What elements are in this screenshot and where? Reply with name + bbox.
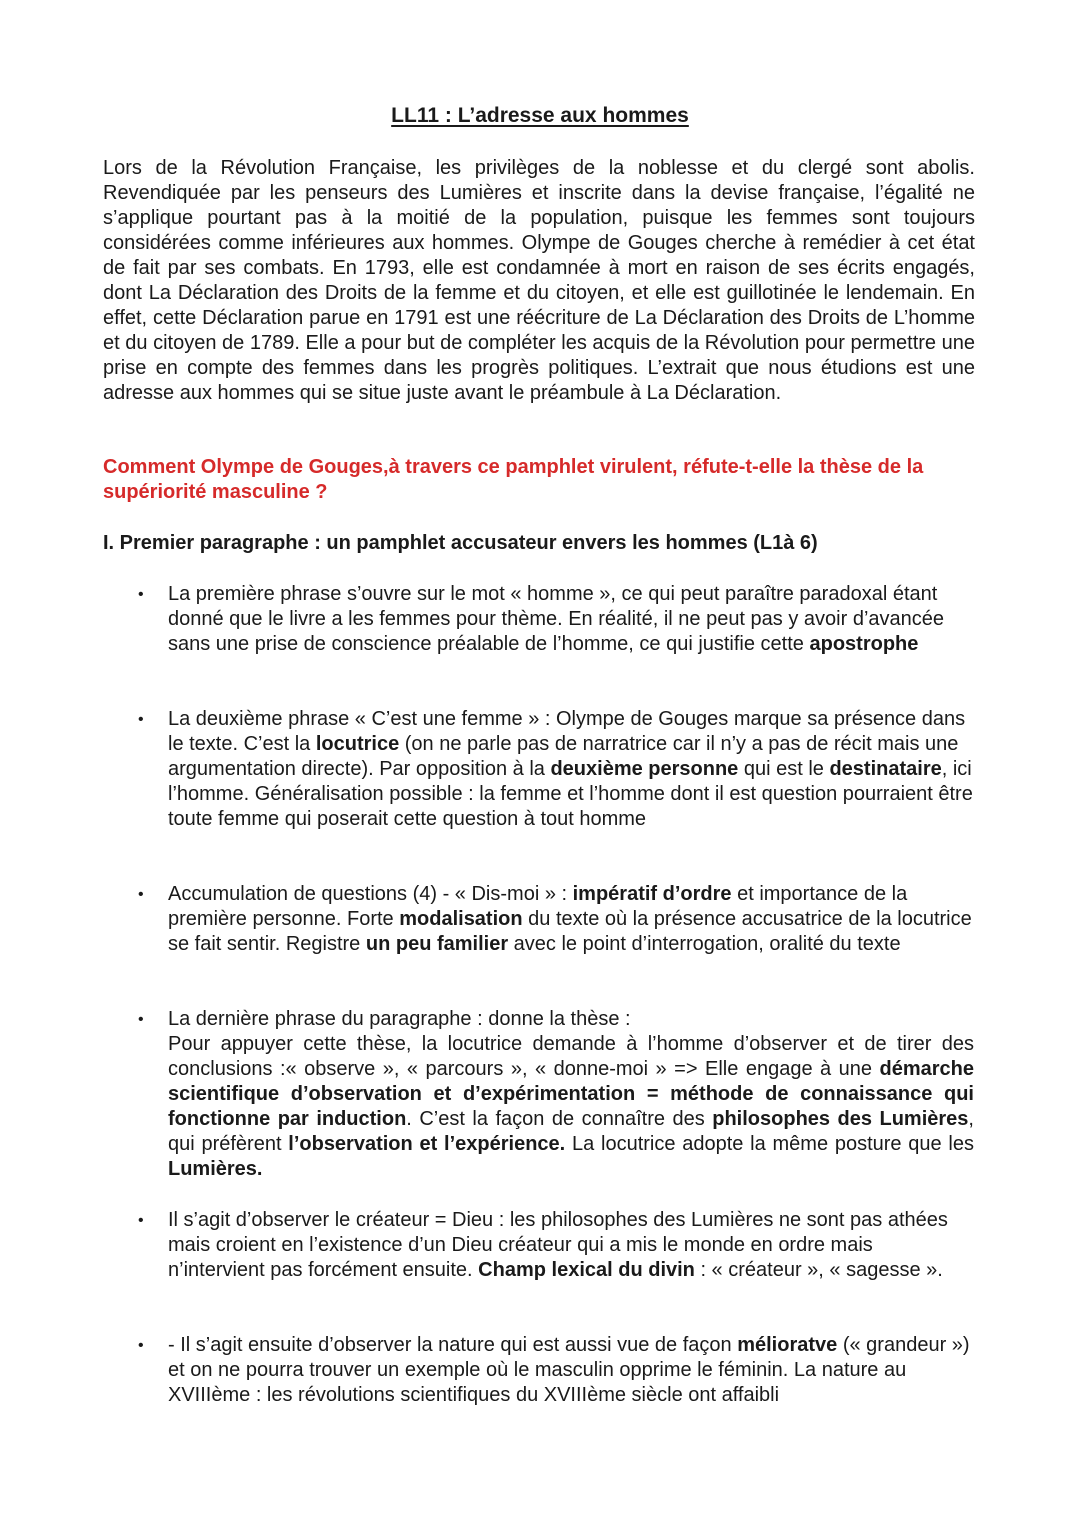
bullet-text: Pour appuyer cette thèse, la locutrice demande à l’homme d’observer et de tirer des conclusions :« observe », « parcours », « donne-moi » => Elle engage à une	[168, 1033, 974, 1080]
bullet-bold-text: deuxième personne	[550, 758, 739, 780]
list-item	[138, 707, 974, 832]
list-item	[138, 882, 974, 957]
document-title	[0, 103, 1080, 129]
bullet-text: , ici l’homme. Généralisation possible : la femme et l’homme dont il est question pourraient être toute femme qui poserait cette question à tout homme	[168, 758, 973, 830]
bullet-bold-text: Champ lexical du divin	[478, 1259, 695, 1281]
bullet-text: qui est le	[738, 758, 830, 780]
intro-paragraph: Lors de la Révolution Française, les privilèges de la noblesse et du clergé sont abolis. Revendiquée par les penseurs des Lumières et inscrite dans la devise française, l’égalité ne s’applique pourtant pas à la moitié de la population, puisque les femmes sont toujours considérées comme inférieures aux hommes. Olympe de Gouges cherche à remédier à cet état de fait par ses combats. En 1793, elle est condamnée à mort en raison de ses écrits engagés, dont La Déclaration des Droits de la femme et du citoyen, et elle est guillotinée le lendemain. En effet, cette Déclaration parue en 1791 est une réécriture de La Déclaration des Droits de L’homme et du citoyen de 1789. Elle a pour but de compléter les acquis de la Révolution pour permettre une prise en compte des femmes dans les progrès politiques. L’extrait que nous étudions est une adresse aux hommes qui se situe juste avant le préambule à La Déclaration.	[103, 157, 975, 404]
list-item	[138, 582, 974, 657]
bullet-text: , qui préfèrent	[168, 1108, 974, 1155]
bullet-icon: •	[138, 1337, 144, 1354]
bullet-text: La dernière phrase du paragraphe : donne la thèse :	[168, 1008, 631, 1030]
bullet-bold-text: Lumières.	[168, 1158, 263, 1180]
bullet-text: et importance de la première personne. Forte	[168, 883, 908, 930]
bullet-icon: •	[138, 586, 144, 603]
bullet-text: (on ne parle pas de narratrice car il n’y a pas de récit mais une argumentation directe). Par opposition à la	[168, 733, 959, 780]
bullet-bold-text: démarche scientifique d’observation et d’expérimentation = méthode de connaissance qui fonctionne par induction	[168, 1058, 974, 1130]
bullet-text: avec le point d’interrogation, oralité du texte	[508, 933, 901, 955]
list-item	[138, 1333, 974, 1408]
bullet-icon: •	[138, 1212, 144, 1229]
list-item	[138, 1007, 974, 1182]
bullet-bold-text: destinataire	[829, 758, 942, 780]
bullet-bold-text: mélioratve	[737, 1334, 838, 1356]
bullet-text: Il s’agit d’observer le créateur = Dieu : les philosophes des Lumières ne sont pas athées mais croient en l’existence d’un Dieu créateur qui a mis le monde en ordre mais n’intervient pas forcément ensuite.	[168, 1209, 948, 1281]
bullet-bold-text: un peu familier	[365, 933, 509, 955]
bullet-paragraph	[168, 1032, 974, 1182]
list-item	[138, 1208, 974, 1283]
section-heading: I. Premier paragraphe : un pamphlet accusateur envers les hommes (L1à 6)	[103, 532, 818, 554]
bullet-text: : « créateur », « sagesse ».	[694, 1259, 943, 1281]
bullet-text: La locutrice adopte la même posture que les	[565, 1133, 974, 1155]
bullet-icon: •	[138, 886, 144, 903]
bullet-bold-text: l’observation et l’expérience.	[288, 1133, 566, 1155]
bullet-text: Accumulation de questions (4) - « Dis-moi » :	[168, 883, 573, 905]
bullet-text: du texte où la présence accusatrice de la locutrice se fait sentir. Registre	[168, 908, 972, 955]
bullet-text: - Il s’agit ensuite d’observer la nature qui est aussi vue de façon	[168, 1334, 738, 1356]
bullet-text: La première phrase s’ouvre sur le mot « homme », ce qui peut paraître paradoxal étant donné que le livre a les femmes pour thème. En réalité, il ne peut pas y avoir d’avancée sans une prise de conscience préalable de l’homme, ce qui justifie cette	[168, 583, 944, 655]
problem-question: Comment Olympe de Gouges,à travers ce pamphlet virulent, réfute-t-elle la thèse de la supériorité masculine ?	[103, 456, 924, 503]
bullet-text: La deuxième phrase « C’est une femme » : Olympe de Gouges marque sa présence dans le texte. C’est la	[168, 708, 966, 755]
bullet-icon: •	[138, 1011, 144, 1028]
bullet-bold-text: impératif d’ordre	[572, 883, 732, 905]
bullet-icon: •	[138, 711, 144, 728]
title-text: LL11 : L’adresse aux hommes	[391, 104, 689, 127]
bullet-text: (« grandeur ») et on ne pourra trouver un exemple où le masculin opprime le féminin. La nature au XVIIIème : les révolutions scientifiques du XVIIIème siècle ont affaibli	[168, 1334, 970, 1406]
bullet-bold-text: philosophes des Lumières	[712, 1108, 969, 1130]
bullet-bold-text: apostrophe	[809, 633, 919, 655]
bullet-bold-text: modalisation	[399, 908, 523, 930]
bullet-bold-text: locutrice	[315, 733, 400, 755]
bullet-text: . C’est la façon de connaître des	[406, 1108, 713, 1130]
